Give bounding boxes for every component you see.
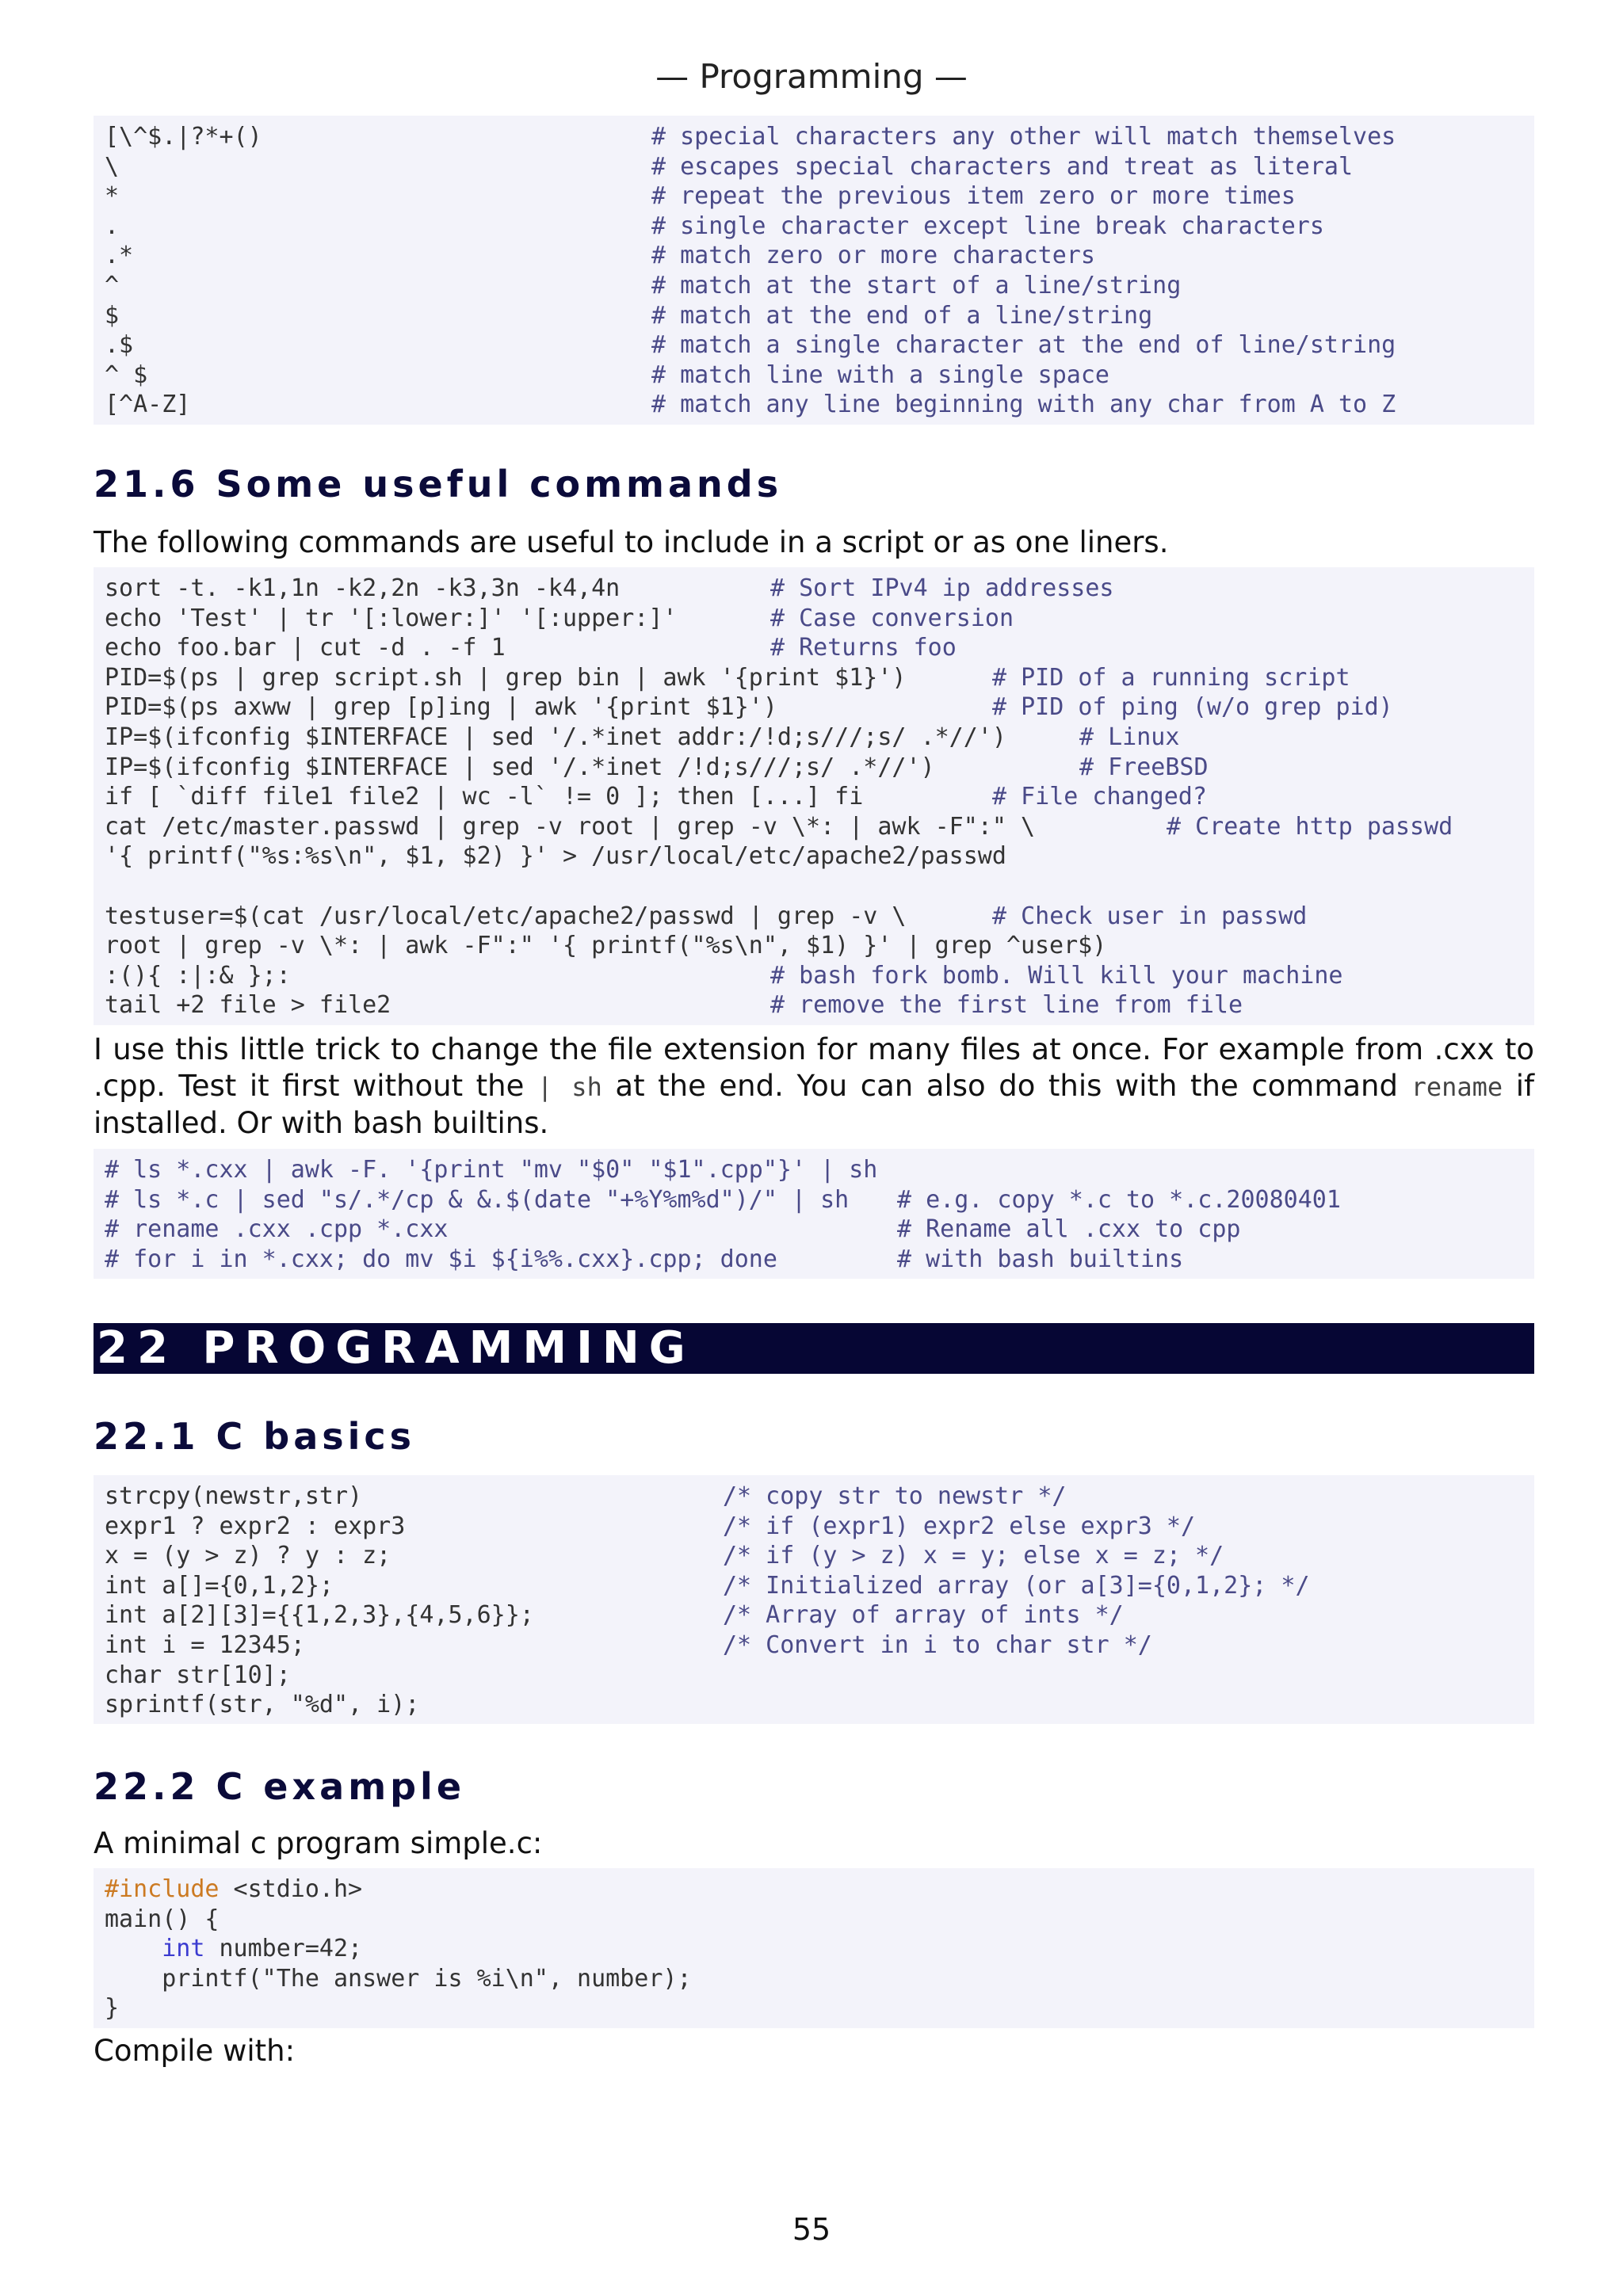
code-comment: # match at the end of a line/string <box>651 301 1153 330</box>
section-heading-22-2: 22.2 C example <box>94 1765 466 1808</box>
code-line <box>105 1185 1523 1215</box>
code-comment: # Check user in passwd <box>992 902 1308 930</box>
code-comment: # match zero or more characters <box>651 242 1095 270</box>
code-comment: # FreeBSD <box>1079 753 1209 781</box>
code-text: '{ printf("%s:%s\n", $1, $2) }' > /usr/local/etc/apache2/passwd <box>105 842 1006 871</box>
code-line <box>105 390 1523 420</box>
code-text: .$ <box>105 331 134 360</box>
code-line <box>105 1245 1523 1275</box>
code-line: printf("The answer is %i\n", number); <box>105 1964 692 1993</box>
code-text: ^ $ <box>105 360 148 389</box>
code-line <box>105 271 1523 301</box>
code-comment: /* Initialized array (or a[3]={0,1,2}; */ <box>723 1571 1310 1600</box>
code-comment: /* if (y > z) x = y; else x = z; */ <box>723 1542 1224 1570</box>
code-line <box>105 152 1523 182</box>
code-text: echo foo.bar | cut -d . -f 1 <box>105 634 506 662</box>
code-text: IP=$(ifconfig $INTERFACE | sed '/.*inet addr:/!d;s///;s/ .*//') <box>105 723 1006 751</box>
code-line <box>105 1512 1523 1542</box>
code-comment: # File changed? <box>992 783 1207 811</box>
code-text: ^ <box>105 271 120 299</box>
useful-commands-code-block <box>94 567 1534 1025</box>
c-basics-code-block <box>94 1475 1534 1724</box>
regex-code-block <box>94 116 1534 425</box>
inline-code-rename: rename <box>1411 1072 1503 1102</box>
code-line <box>105 241 1523 271</box>
section-heading-22-1: 22.1 C basics <box>94 1415 416 1458</box>
code-text: int i = 12345; <box>105 1630 305 1659</box>
code-line <box>105 1482 1523 1512</box>
code-comment: # PID of a running script <box>992 663 1350 692</box>
code-comment: # Create http passwd <box>1167 812 1453 841</box>
rename-trick-paragraph <box>94 1032 1534 1142</box>
code-text: char str[10]; <box>105 1661 291 1689</box>
code-text: int a[2][3]={{1,2,3},{4,5,6}}; <box>105 1601 534 1630</box>
code-text: * <box>105 182 120 211</box>
code-text: testuser=$(cat /usr/local/etc/apache2/passwd | grep -v \ <box>105 902 907 930</box>
chapter-heading-22: 22 PROGRAMMING <box>94 1323 1534 1374</box>
code-text: cat /etc/master.passwd | grep -v root | grep -v \*: | awk -F":" \ <box>105 812 1035 841</box>
code-line <box>105 1215 1523 1245</box>
code-comment: # match line with a single space <box>651 360 1109 389</box>
code-text: :(){ :|:& };: <box>105 961 291 990</box>
code-comment: /* copy str to newstr */ <box>723 1482 1067 1510</box>
code-comment: # match a single character at the end of line/string <box>651 331 1396 360</box>
code-line <box>105 1155 1523 1185</box>
code-line <box>105 604 1523 634</box>
code-comment: # PID of ping (w/o grep pid) <box>992 693 1393 722</box>
code-line <box>105 692 1523 723</box>
code-line <box>105 301 1523 331</box>
code-line <box>105 212 1523 242</box>
code-comment: # repeat the previous item zero or more times <box>651 182 1296 211</box>
code-comment: # escapes special characters and treat as literal <box>651 152 1354 181</box>
code-line <box>105 663 1523 693</box>
code-comment: # special characters any other will match themselves <box>651 123 1396 151</box>
code-line <box>105 1571 1523 1601</box>
rename-text-3: if installed. Or with bash builtins. <box>94 1069 1535 1140</box>
page-number: 55 <box>792 2212 831 2247</box>
code-line <box>105 723 1523 753</box>
code-text: .* <box>105 242 134 270</box>
rename-code-block <box>94 1149 1534 1279</box>
code-line <box>105 1600 1523 1630</box>
code-text: root | grep -v \*: | awk -F":" '{ printf("%s\n", $1) }' | grep ^user$) <box>105 932 1107 960</box>
code-line <box>105 812 1523 842</box>
code-comment: # Sort IPv4 ip addresses <box>770 574 1114 602</box>
code-text: \ <box>105 152 120 181</box>
code-line <box>105 871 1523 902</box>
rename-text-1: I use this little trick to change the file extension for many files at once. For example from .cxx to .cpp. Test it first without the <box>94 1032 1534 1103</box>
code-text: # ls *.c | sed "s/.*/cp & &.$(date "+%Y%m%d")/" | sh <box>105 1185 850 1214</box>
code-comment: # Returns foo <box>770 634 957 662</box>
code-line <box>105 961 1523 991</box>
code-line: } <box>105 1994 120 2023</box>
code-text: . <box>105 212 120 240</box>
code-comment: /* Array of array of ints */ <box>723 1601 1124 1630</box>
code-line <box>105 330 1523 360</box>
code-indent <box>105 1935 162 1962</box>
code-comment: # with bash builtins <box>897 1245 1184 1273</box>
code-line <box>105 782 1523 812</box>
code-text: sort -t. -k1,1n -k2,2n -k3,3n -k4,4n <box>105 574 621 602</box>
inline-code-pipe-sh: | sh <box>537 1072 602 1102</box>
code-line <box>105 1630 1523 1661</box>
code-text: # for i in *.cxx; do mv $i ${i%%.cxx}.cpp; done <box>105 1245 777 1273</box>
running-header: — Programming — <box>655 57 968 96</box>
code-line <box>105 1690 1523 1720</box>
section-22-2-intro: A minimal c program simple.c: <box>94 1826 543 1860</box>
code-line <box>105 122 1523 152</box>
code-comment: # Linux <box>1079 723 1180 751</box>
code-text: [^A-Z] <box>105 391 191 419</box>
code-comment: # Case conversion <box>770 604 1014 632</box>
c-example-code-block <box>94 1868 1534 2028</box>
code-text: IP=$(ifconfig $INTERFACE | sed '/.*inet /!d;s///;s/ .*//') <box>105 753 935 781</box>
code-line <box>105 1661 1523 1691</box>
section-heading-21-6: 21.6 Some useful commands <box>94 463 783 505</box>
code-line <box>105 841 1523 871</box>
code-text: int a[]={0,1,2}; <box>105 1571 334 1600</box>
code-text: # ls *.cxx | awk -F. '{print "mv "$0" "$1".cpp"}' | sh <box>105 1156 878 1184</box>
code-text: [\^$.|?*+() <box>105 123 262 151</box>
code-line <box>105 1934 1523 1964</box>
code-comment: # single character except line break characters <box>651 212 1324 240</box>
code-comment: # remove the first line from file <box>770 991 1243 1020</box>
code-line <box>105 1875 1523 1905</box>
code-line <box>105 181 1523 212</box>
code-text: PID=$(ps | grep script.sh | grep bin | awk '{print $1}') <box>105 663 907 692</box>
code-comment: # match at the start of a line/string <box>651 271 1182 299</box>
compile-with-text: Compile with: <box>94 2034 296 2068</box>
code-text: strcpy(newstr,str) <box>105 1482 363 1510</box>
code-text: # rename .cxx .cpp *.cxx <box>105 1215 449 1244</box>
code-comment: /* if (expr1) expr2 else expr3 */ <box>723 1512 1196 1540</box>
code-line <box>105 574 1523 604</box>
code-line <box>105 902 1523 932</box>
code-text: expr1 ? expr2 : expr3 <box>105 1512 406 1540</box>
code-line <box>105 360 1523 391</box>
code-line <box>105 990 1523 1020</box>
rename-text-2: at the end. You can also do this with the command <box>601 1069 1411 1103</box>
code-comment: /* Convert in i to char str */ <box>723 1630 1152 1659</box>
code-text: tail +2 file > file2 <box>105 991 391 1020</box>
code-text: $ <box>105 301 120 330</box>
int-keyword: int <box>162 1935 205 1963</box>
code-text: echo 'Test' | tr '[:lower:]' '[:upper:]' <box>105 604 678 632</box>
declaration-rest: number=42; <box>204 1935 363 1963</box>
code-comment: # match any line beginning with any char from A to Z <box>651 391 1396 419</box>
include-directive: #include <box>105 1875 220 1903</box>
code-text: x = (y > z) ? y : z; <box>105 1542 391 1570</box>
include-header: <stdio.h> <box>219 1875 363 1903</box>
section-21-6-intro: The following commands are useful to include in a script or as one liners. <box>94 525 1169 559</box>
code-text: sprintf(str, "%d", i); <box>105 1691 420 1719</box>
code-text: if [ `diff file1 file2 | wc -l` != 0 ]; then [...] fi <box>105 783 864 811</box>
code-line <box>105 633 1523 663</box>
code-line <box>105 1541 1523 1571</box>
code-line <box>105 931 1523 961</box>
code-comment: # e.g. copy *.c to *.c.20080401 <box>897 1185 1341 1214</box>
code-comment: # Rename all .cxx to cpp <box>897 1215 1241 1244</box>
code-line <box>105 753 1523 783</box>
code-text: PID=$(ps axww | grep [p]ing | awk '{print $1}') <box>105 693 777 722</box>
code-line: main() { <box>105 1905 220 1933</box>
code-comment: # bash fork bomb. Will kill your machine <box>770 961 1343 990</box>
